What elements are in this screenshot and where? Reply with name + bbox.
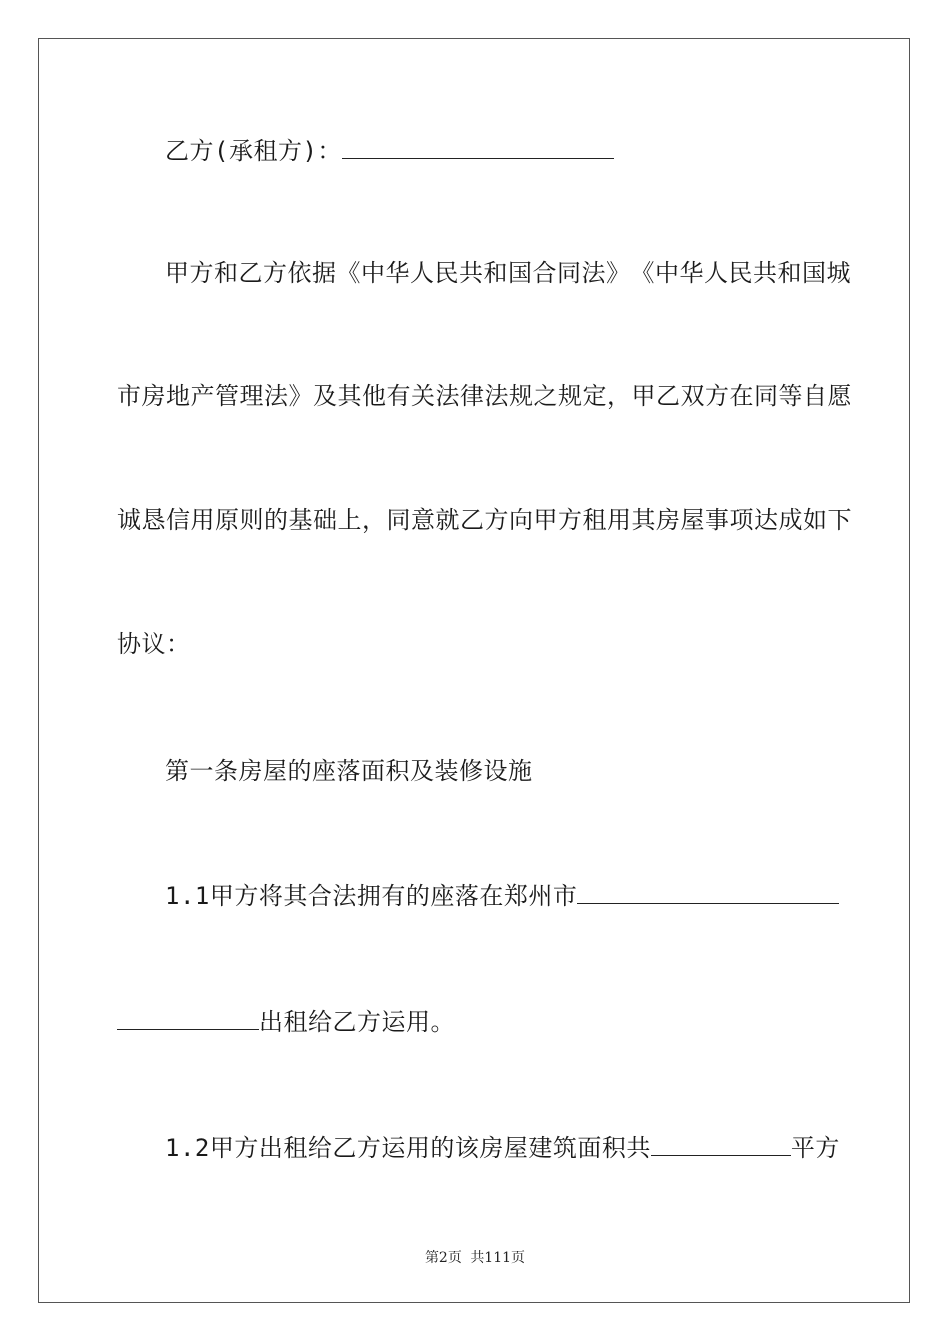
- para1-line1: 甲 方 和 乙 方 依 据 《 中 华 人 民 共 和 国 合 同 法 》 《 中 华 人 民 共 和 国 城: [165, 259, 851, 287]
- page-footer: [0, 1247, 950, 1267]
- clause-1-1-address-blank-cont[interactable]: [117, 1007, 259, 1030]
- para1-line2: 市 房 地 产 管 理 法 》 及 其 他 有 关 法 律 法 规 之 规 定 ， 甲 乙 双 方 在 同 等 自 愿: [117, 382, 852, 410]
- article1-title: 第一条房屋的座落面积及装修设施: [165, 757, 533, 785]
- para1-line3: 诚 恳 信 用 原 则 的 基 础 上 ， 同 意 就 乙 方 向 甲 方 租 用 其 房 屋 事 项 达 成 如 下: [117, 506, 852, 534]
- clause-1-1-text: 1.1甲方将其合法拥有的座落在郑州市: [165, 882, 578, 910]
- clause-1-2-area-blank[interactable]: [651, 1133, 791, 1156]
- clause-1-1-cont-line: [117, 1006, 837, 1038]
- clause-1-2-text: 1.2甲方出租给乙方运用的该房屋建筑面积共: [165, 1134, 651, 1162]
- clause-1-1-cont: 出租给乙方运用。: [259, 1008, 455, 1036]
- page-number: 第2页: [424, 1250, 462, 1266]
- party-b-blank[interactable]: [342, 136, 614, 159]
- page-total: 共111页: [470, 1250, 526, 1266]
- page-frame: [38, 38, 910, 1303]
- party-b-label: 乙方(承租方)：: [165, 137, 342, 165]
- clause-1-1-address-blank[interactable]: [577, 881, 839, 904]
- para1-line4: 协议：: [117, 630, 191, 658]
- clause-1-1-line: [117, 880, 837, 912]
- party-b-line: [117, 135, 837, 167]
- clause-1-2-unit: 平方: [790, 1134, 840, 1162]
- clause-1-2-line: [117, 1132, 840, 1164]
